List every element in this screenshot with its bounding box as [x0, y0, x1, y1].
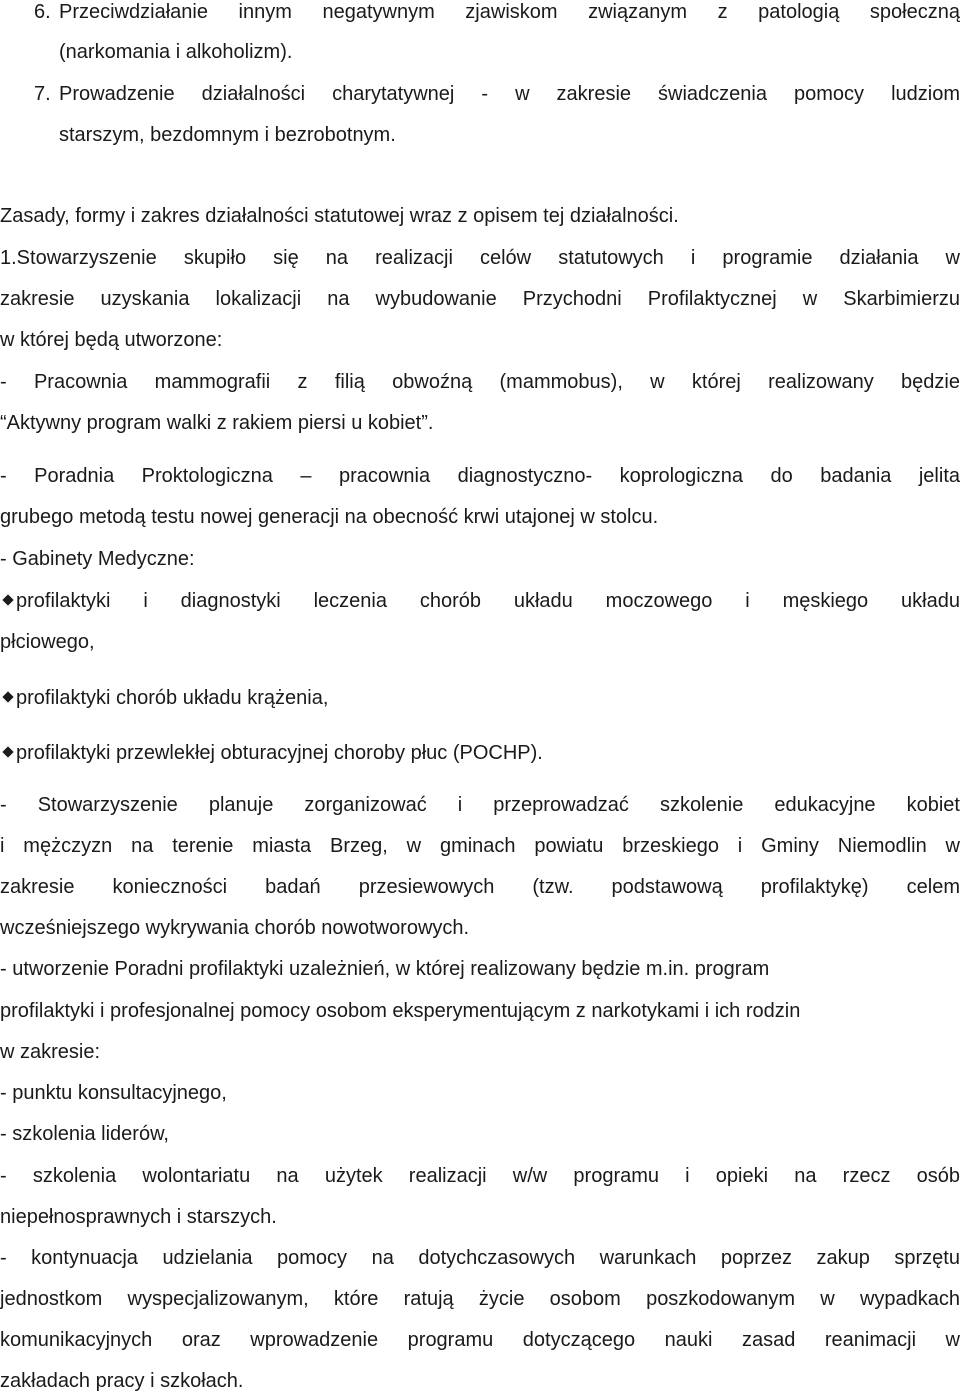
list-item-6-line-1: Przeciwdziałanie innym negatywnym zjawiskom związanym z patologią społeczną — [59, 1, 960, 23]
diamond-bullet-icon — [2, 746, 13, 757]
paragraph-line: zakresie konieczności badań przesiewowych (tzw. podstawową profilaktykę) celem — [0, 876, 960, 898]
paragraph-line: - utworzenie Poradni profilaktyki uzależnień, w której realizowany będzie m.in. program — [0, 958, 770, 980]
diamond-bullet-icon — [2, 594, 13, 605]
list-item-7-line-2: starszym, bezdomnym i bezrobotnym. — [59, 124, 396, 146]
paragraph-line: - Stowarzyszenie planuje zorganizować i przeprowadzać szkolenie edukacyjne kobiet — [0, 794, 960, 816]
paragraph-line: - szkolenia wolontariatu na użytek realizacji w/w programu i opieki na rzecz osób — [0, 1165, 960, 1187]
paragraph-line: zakresie uzyskania lokalizacji na wybudowanie Przychodni Profilaktycznej w Skarbimierzu — [0, 288, 960, 310]
section-heading: Zasady, formy i zakres działalności statutowej wraz z opisem tej działalności. — [0, 205, 679, 227]
list-item-6-line-2: (narkomania i alkoholizm). — [59, 41, 293, 63]
paragraph-line: jednostkom wyspecjalizowanym, które ratują życie osobom poszkodowanym w wypadkach — [0, 1288, 960, 1310]
paragraph-line: grubego metodą testu nowej generacji na obecność krwi utajonej w stolcu. — [0, 506, 659, 528]
paragraph-line: - Pracownia mammografii z filią obwoźną (mammobus), w której realizowany będzie — [0, 371, 960, 393]
paragraph-line: komunikacyjnych oraz wprowadzenie programu dotyczącego nauki zasad reanimacji w — [0, 1329, 960, 1351]
bullet-line-continuation: płciowego, — [0, 631, 95, 653]
paragraph-line: - Poradnia Proktologiczna – pracownia diagnostyczno- koprologiczna do badania jelita — [0, 465, 960, 487]
paragraph-line: - kontynuacja udzielania pomocy na dotychczasowych warunkach poprzez zakup sprzętu — [0, 1247, 960, 1269]
paragraph-line: 1.Stowarzyszenie skupiło się na realizacji celów statutowych i programie działania w — [0, 247, 960, 269]
paragraph-line: i mężczyzn na terenie miasta Brzeg, w gminach powiatu brzeskiego i Gminy Niemodlin w — [0, 835, 960, 857]
bullet-line: profilaktyki przewlekłej obturacyjnej choroby płuc (POCHP). — [16, 742, 543, 764]
paragraph-line: niepełnosprawnych i starszych. — [0, 1206, 277, 1228]
paragraph-line: w której będą utworzone: — [0, 329, 223, 351]
bullet-line: profilaktyki chorób układu krążenia, — [16, 687, 329, 709]
paragraph-line: w zakresie: — [0, 1041, 101, 1063]
list-number-7: 7. — [34, 83, 51, 105]
diamond-bullet-icon — [2, 691, 13, 702]
paragraph-line: - punktu konsultacyjnego, — [0, 1082, 227, 1104]
bullet-line: profilaktyki i diagnostyki leczenia chorób układu moczowego i męskiego układu — [16, 590, 960, 612]
paragraph-line: wcześniejszego wykrywania chorób nowotworowych. — [0, 917, 470, 939]
paragraph-line: profilaktyki i profesjonalnej pomocy osobom eksperymentującym z narkotykami i ich rodzin — [0, 1000, 801, 1022]
paragraph-line: - szkolenia liderów, — [0, 1123, 169, 1145]
paragraph-line: “Aktywny program walki z rakiem piersi u kobiet”. — [0, 412, 434, 434]
paragraph-line: zakładach pracy i szkołach. — [0, 1370, 244, 1392]
list-item-7-line-1: Prowadzenie działalności charytatywnej - w zakresie świadczenia pomocy ludziom — [59, 83, 960, 105]
list-number-6: 6. — [34, 1, 51, 23]
paragraph-line: - Gabinety Medyczne: — [0, 548, 195, 570]
